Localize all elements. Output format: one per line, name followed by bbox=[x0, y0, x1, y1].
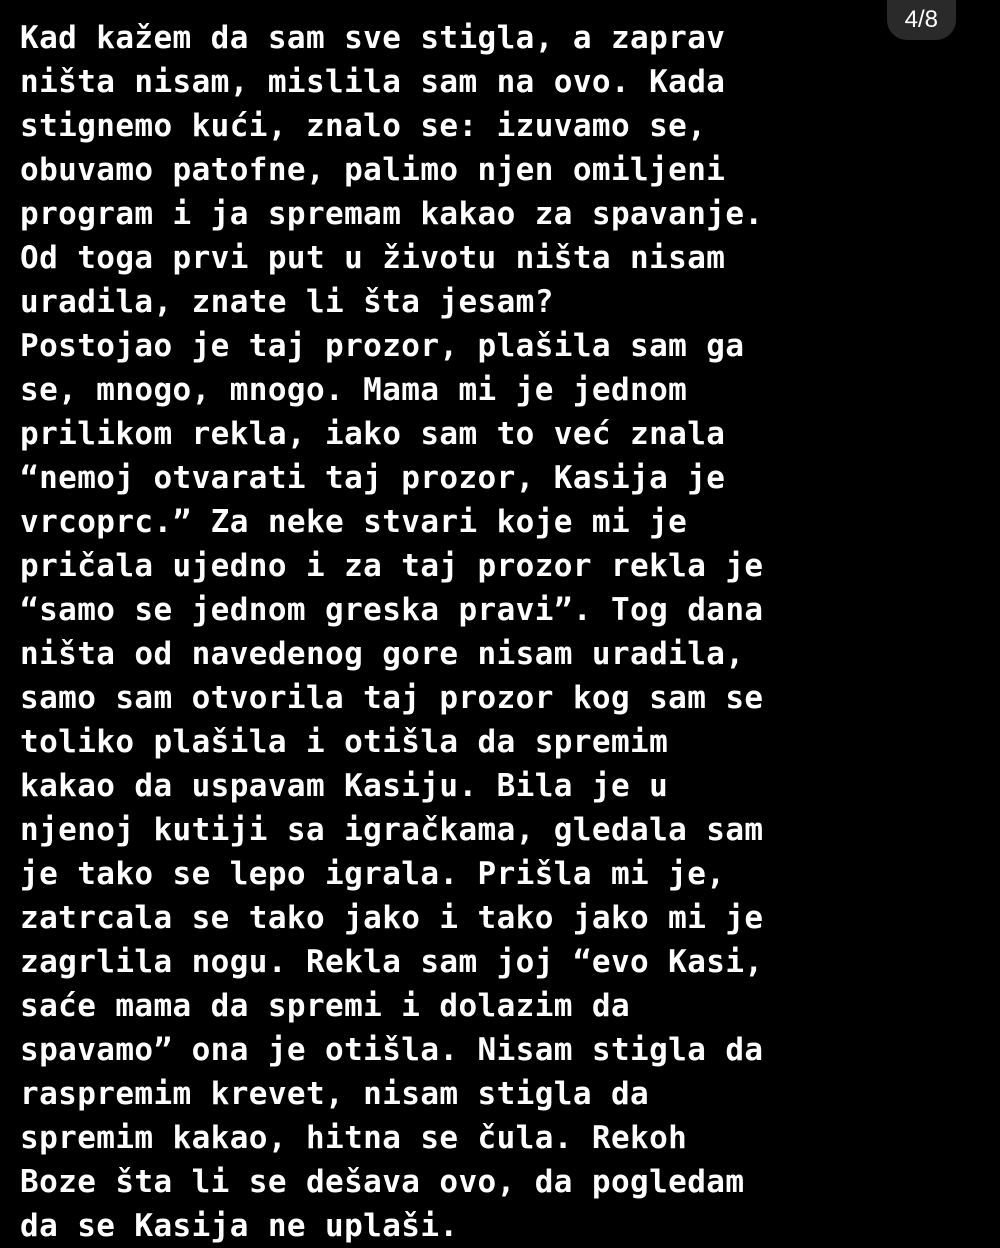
story-text-line: zagrlila nogu. Rekla sam joj “evo Kasi, bbox=[20, 944, 764, 980]
story-text-line: spremim kakao, hitna se čula. Rekoh bbox=[20, 1120, 688, 1156]
story-text bbox=[20, 16, 980, 1248]
story-text-line: da se Kasija ne uplaši. bbox=[20, 1208, 459, 1244]
story-text-line: “nemoj otvarati taj prozor, Kasija je bbox=[20, 460, 726, 496]
story-text-line: toliko plašila i otišla da spremim bbox=[20, 724, 669, 760]
story-text-line: Postojao je taj prozor, plašila sam ga bbox=[20, 328, 745, 364]
story-text-line: raspremim krevet, nisam stigla da bbox=[20, 1076, 650, 1112]
story-text-line: je tako se lepo igrala. Prišla mi je, bbox=[20, 856, 726, 892]
story-text-line: vrcoprc.” Za neke stvari koje mi je bbox=[20, 504, 688, 540]
story-text-line: ništa od navedenog gore nisam uradila, bbox=[20, 636, 745, 672]
story-text-line: stignemo kući, znalo se: izuvamo se, bbox=[20, 108, 707, 144]
story-text-line: obuvamo patofne, palimo njen omiljeni bbox=[20, 152, 726, 188]
story-text-line: prilikom rekla, iako sam to već znala bbox=[20, 416, 726, 452]
story-text-line: saće mama da spremi i dolazim da bbox=[20, 988, 631, 1024]
story-page-counter: 4/8 bbox=[887, 0, 956, 40]
story-text-line: samo sam otvorila taj prozor kog sam se bbox=[20, 680, 764, 716]
story-text-line: kakao da uspavam Kasiju. Bila je u bbox=[20, 768, 669, 804]
story-text-line: zatrcala se tako jako i tako jako mi je bbox=[20, 900, 764, 936]
story-text-line: pričala ujedno i za taj prozor rekla je bbox=[20, 548, 764, 584]
story-text-line: se, mnogo, mnogo. Mama mi je jednom bbox=[20, 372, 688, 408]
story-text-line: “samo se jednom greska pravi”. Tog dana bbox=[20, 592, 764, 628]
story-text-line: Kad kažem da sam sve stigla, a zaprav bbox=[20, 20, 726, 56]
story-text-line: Boze šta li se dešava ovo, da pogledam bbox=[20, 1164, 745, 1200]
story-text-line: uradila, znate li šta jesam? bbox=[20, 284, 554, 320]
story-text-line: ništa nisam, mislila sam na ovo. Kada bbox=[20, 64, 726, 100]
story-text-line: Od toga prvi put u životu ništa nisam bbox=[20, 240, 726, 276]
story-text-line: njenoj kutiji sa igračkama, gledala sam bbox=[20, 812, 764, 848]
story-text-line: program i ja spremam kakao za spavanje. bbox=[20, 196, 764, 232]
story-text-line: spavamo” ona je otišla. Nisam stigla da bbox=[20, 1032, 764, 1068]
